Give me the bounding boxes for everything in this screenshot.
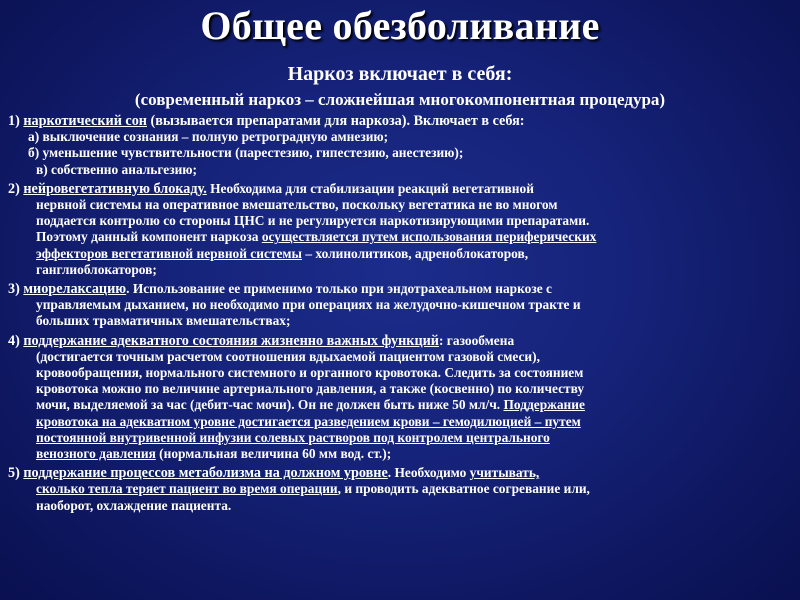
item-2-line-5: – холинолитиков, адреноблокаторов, [302,245,529,261]
slide-title: Общее обезболивание [200,3,600,48]
item-2-number: 2) [8,180,24,197]
list-item-2 [8,181,792,278]
item-5-line-2-underlined: сколько тепла теряет пациент во время операции [36,481,338,497]
item-4-line-5: мочи, выделяемой за час (дебит-час мочи). Он не должен быть ниже 50 мл/ч. [36,397,504,413]
item-3-line-1: . Использование ее применимо только при эндотрахеальном наркозе с [126,281,552,297]
item-1-sub-b: б) уменьшение чувствительности (парестезию, гипестезию, анестезию); [28,145,464,161]
item-4-line-1: : газообмена [438,332,515,348]
item-2-heading: нейровегетативную блокаду. [23,180,207,197]
item-1-text: (вызывается препаратами для наркоза). Включает в себя: [146,113,525,129]
item-1-sub-c: в) собственно анальгезию; [36,161,197,177]
item-4-line-7: постоянной внутривенной инфузии солевых растворов под контролем центрального [36,429,550,445]
item-4-line-3: кровообращения, нормального системного и органного кровотока. Следить за состоянием [36,365,584,381]
item-4-line-2: (достигается точным расчетом соотношения вдыхаемой пациентом газовой смеси), [36,348,540,364]
item-5-line-2: , и проводить адекватное согревание или, [337,481,590,497]
slide-body [8,113,792,514]
item-3-line-2: управляемым дыханием, но необходимо при операциях на желудочно-кишечном тракте и [36,297,581,313]
item-2-line-1: Необходима для стабилизации реакций вегетативной [206,180,534,196]
item-2-line-6: ганглиоблокаторов; [36,261,157,277]
item-5-line-1-underlined: учитывать, [469,465,540,481]
list-item-3 [8,281,792,330]
item-4-line-6: кровотока на адекватном уровне достигается разведением крови – гемодилюцией – путем [36,413,581,429]
item-2-line-2: нервной системы на оперативное вмешательство, поскольку вегетатика не во многом [36,197,558,213]
item-4-line-5-underlined: Поддержание [503,397,585,413]
list-item-4 [8,333,792,463]
list-item-1 [8,113,792,178]
item-4-line-8-underlined: венозного давления [36,446,156,462]
item-5-number: 5) [8,465,24,482]
item-4-number: 4) [8,332,24,349]
item-1-heading: наркотический сон [23,113,147,129]
item-2-line-4: Поэтому данный компонент наркоза [36,229,262,245]
slide-subtitle-note: (современный наркоз – сложнейшая многокомпонентная процедура) [134,90,666,109]
item-3-number: 3) [8,281,24,298]
item-4-heading: поддержание адекватного состояния жизненно важных функций [23,332,439,349]
list-item-5 [8,465,792,514]
item-1-sub-a: а) выключение сознания – полную ретроградную амнезию; [28,129,389,145]
item-4-line-4: кровотока можно по величине артериального давления, а также (косвенно) по количеству [36,381,585,397]
item-5-line-1: . Необходимо [387,465,470,481]
item-3-heading: миорелаксацию [23,281,127,298]
item-4-line-8: (нормальная величина 60 мм вод. ст.); [155,446,392,462]
item-2-line-5-underlined: эффекторов вегетативной нервной системы [36,245,303,261]
item-2-line-4-underlined: осуществляется путем использования периферических [261,229,597,245]
item-2-line-3: поддается контролю со стороны ЦНС и не регулируется наркотизирующими препаратами. [36,213,590,229]
item-5-line-3: наоборот, охлаждение пациента. [36,497,232,513]
slide-subtitle: Наркоз включает в себя: [287,63,513,85]
item-3-line-3: больших травматичных вмешательствах; [36,313,291,329]
item-5-heading: поддержание процессов метаболизма на должном уровне [23,465,388,482]
item-1-number: 1) [8,113,24,129]
